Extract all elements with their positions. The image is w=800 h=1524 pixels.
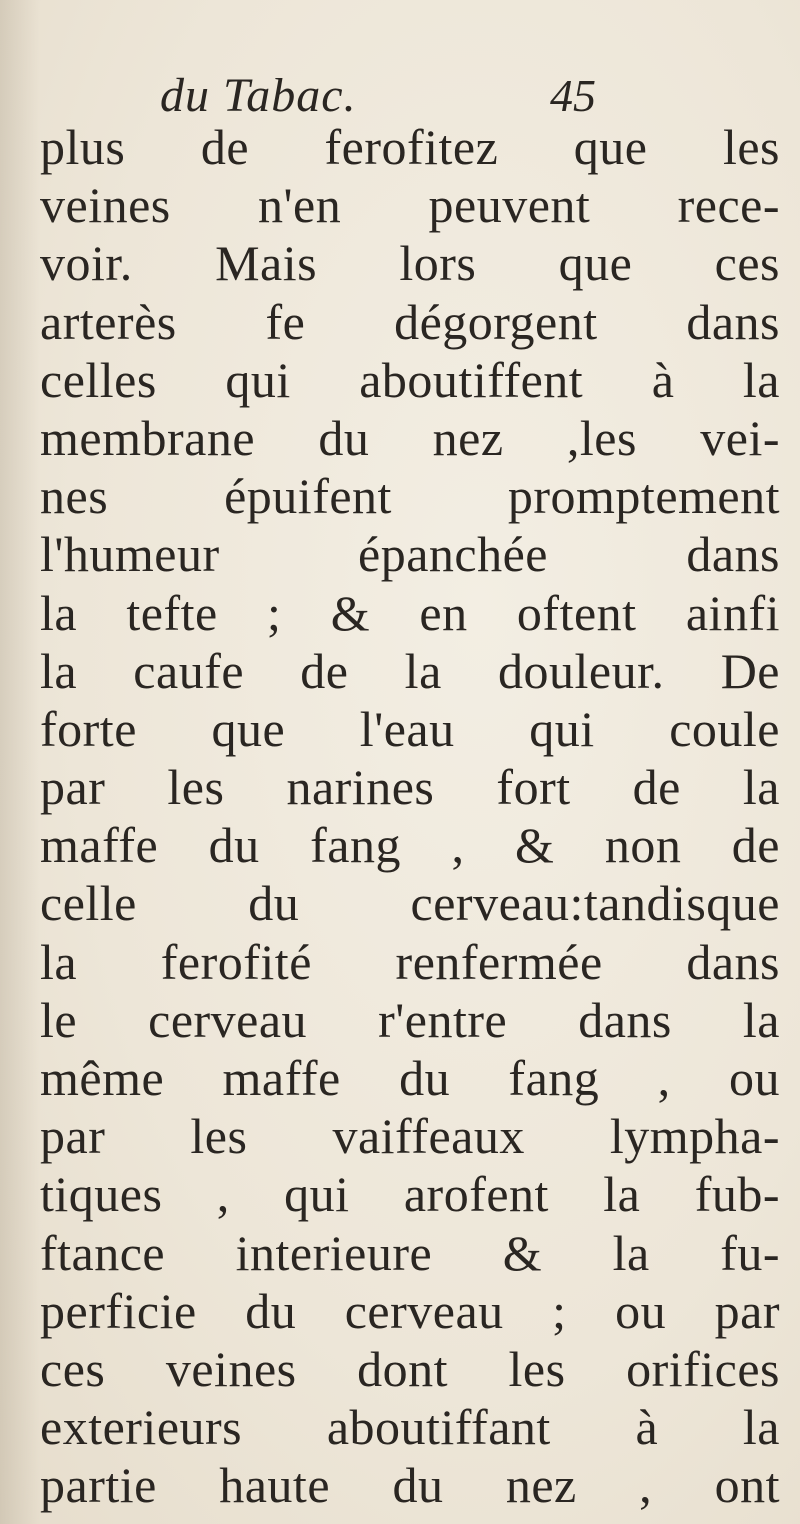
text-line: membrane du nez ,les vei- xyxy=(40,409,780,466)
text-line: tiques , qui arofent la fub- xyxy=(40,1166,780,1223)
text-line: exterieurs aboutiffant à la xyxy=(40,1399,780,1456)
running-head xyxy=(0,66,800,126)
text-line: même maffe du fang , ou xyxy=(40,1050,780,1106)
text-line: plus de ferofitez que les xyxy=(40,119,780,175)
page-number: 45 xyxy=(550,70,596,121)
text-line: voir. Mais lors que ces xyxy=(40,235,780,292)
text-line: forte que l'eau qui coule xyxy=(40,700,780,757)
text-line: la caufe de la douleur. De xyxy=(40,642,780,699)
body-text xyxy=(40,118,780,1515)
text-line: celles qui aboutiffent à la xyxy=(40,351,780,408)
text-line: la ferofité renfermée dans xyxy=(40,933,780,990)
text-line: par les narines fort de la xyxy=(40,759,780,816)
text-line: la tefte ; & en oftent ainfi xyxy=(40,584,780,641)
text-line: par les vaiffeaux lympha- xyxy=(40,1108,780,1165)
running-title: du Tabac. xyxy=(160,69,357,122)
text-line: nes épuifent promptement xyxy=(40,468,780,525)
text-line: veines n'en peuvent rece- xyxy=(40,177,780,234)
text-line: le cerveau r'entre dans la xyxy=(40,991,780,1048)
text-line: partie haute du nez , ont xyxy=(40,1457,780,1514)
text-line: arterès fe dégorgent dans xyxy=(40,293,780,350)
gutter-shadow xyxy=(0,0,40,1524)
text-line: maffe du fang , & non de xyxy=(40,817,780,874)
text-line: ces veines dont les orifices xyxy=(40,1340,780,1397)
text-line: ftance interieure & la fu- xyxy=(40,1224,780,1281)
text-line: l'humeur épanchée dans xyxy=(40,526,780,583)
text-line: perficie du cerveau ; ou par xyxy=(40,1282,780,1339)
text-line: celle du cerveau:tandisque xyxy=(40,875,780,932)
